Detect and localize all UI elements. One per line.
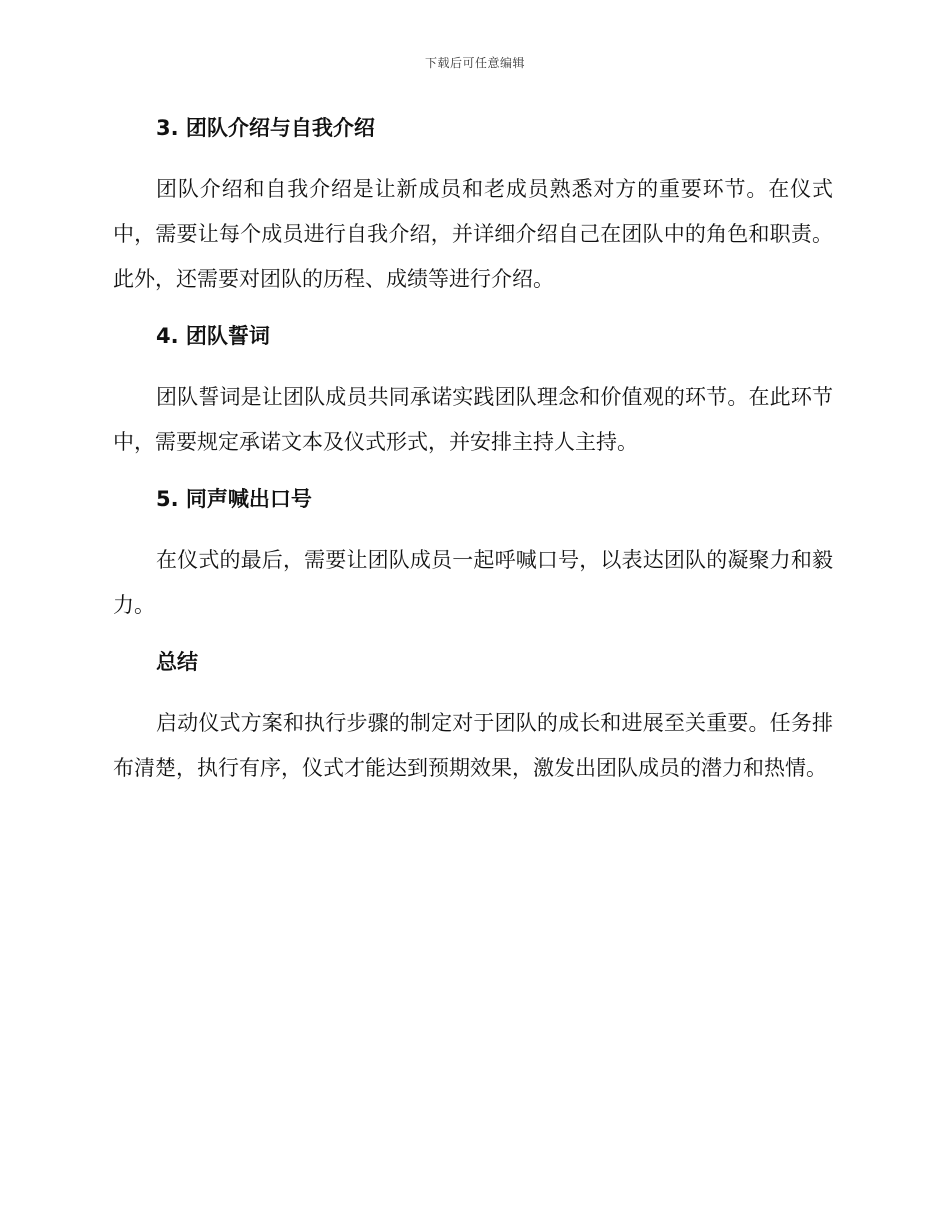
- paragraph-line: 在仪式的最后，需要让团队成员一起呼喊口号，以表达团队的凝聚力和: [156, 548, 812, 572]
- document-body: [113, 112, 833, 791]
- page-header-note: 下载后可任意编辑: [424, 56, 525, 70]
- paragraph-line: 中，需要让每个成员进行自我介绍，并详细介绍自己在团队中的角色和职: [113, 222, 791, 246]
- paragraph-line: 毅力。: [113, 548, 833, 617]
- paragraph-line: 团队介绍和自我介绍是让新成员和老成员熟悉对方的重要环节。在仪式: [156, 177, 833, 201]
- paragraph-line: 团队誓词是让团队成员共同承诺实践团队理念和价值观的环节。在此环: [156, 385, 812, 409]
- section-paragraph-team-oath: [113, 375, 833, 465]
- section-heading-summary: 总结: [156, 650, 198, 674]
- section-heading-slogan: 5. 同声喊出口号: [156, 487, 312, 511]
- paragraph-line: 启动仪式方案和执行步骤的制定对于团队的成长和进展至关重要。任务: [156, 711, 812, 735]
- paragraph-line: 节中，需要规定承诺文本及仪式形式，并安排主持人主持。: [113, 385, 833, 454]
- paragraph-line: 排布清楚，执行有序，仪式才能达到预期效果，激发出团队成员的潜力和热: [113, 711, 833, 780]
- paragraph-line: 情。: [785, 756, 827, 780]
- section-paragraph-slogan: [113, 538, 833, 628]
- section-paragraph-team-intro: [113, 167, 833, 302]
- section-paragraph-summary: [113, 701, 833, 791]
- section-heading-team-intro: 3. 团队介绍与自我介绍: [156, 116, 375, 140]
- section-heading-team-oath: 4. 团队誓词: [156, 324, 270, 348]
- paragraph-line: 责。此外，还需要对团队的历程、成绩等进行介绍。: [113, 222, 834, 291]
